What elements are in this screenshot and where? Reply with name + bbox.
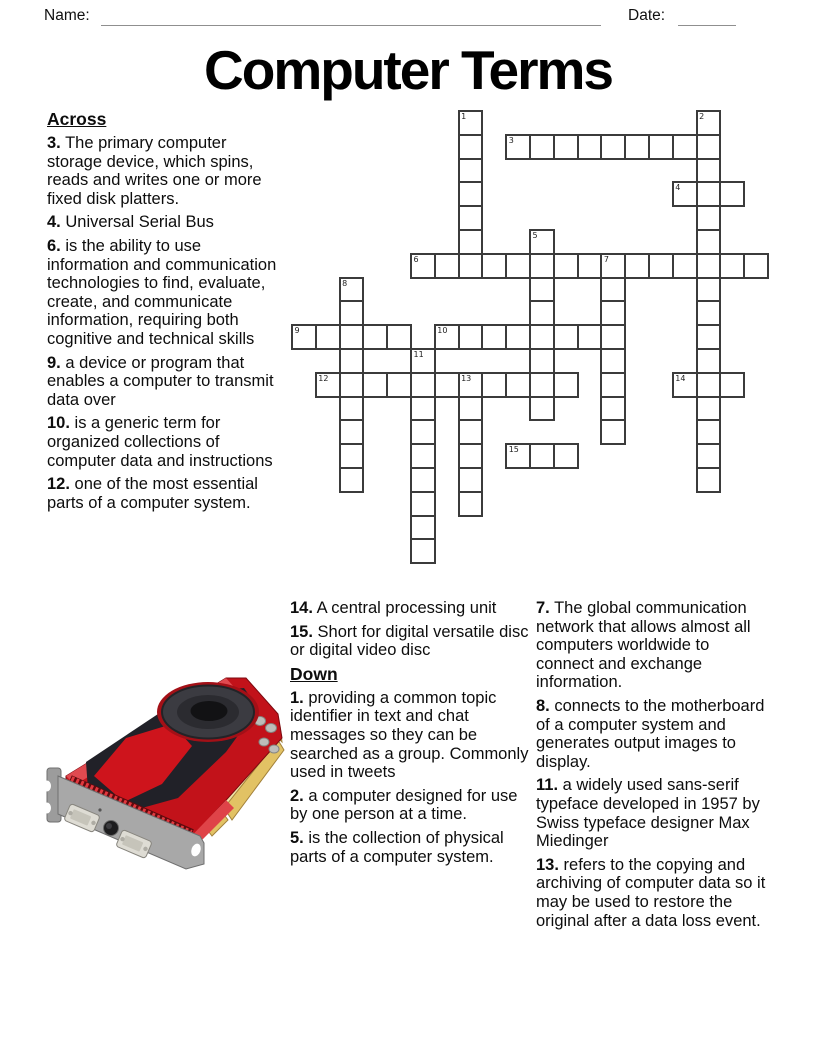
grid-cell (529, 443, 555, 469)
grid-cell (600, 277, 626, 303)
grid-cell (458, 467, 484, 493)
clue-text: providing a common topic identifier in text and chat messages so they can be searched as a group. Commonly used in tweets (290, 688, 529, 782)
grid-cell (410, 396, 436, 422)
grid-cell (386, 372, 412, 398)
grid-cell (458, 205, 484, 231)
grid-cell (410, 515, 436, 541)
grid-cell (339, 467, 365, 493)
clue-item (290, 829, 534, 866)
grid-cell (553, 372, 579, 398)
grid-number: 8 (342, 278, 348, 288)
clue-item (47, 134, 286, 208)
grid-cell (458, 443, 484, 469)
grid-cell (719, 253, 745, 279)
clue-number: 6. (47, 236, 61, 255)
clue-number: 8. (536, 696, 550, 715)
gpu-fan-icon (157, 682, 259, 742)
grid-cell (362, 324, 388, 350)
grid-cell (339, 443, 365, 469)
grid-cell (600, 348, 626, 374)
grid-number: 2 (699, 112, 705, 121)
clue-number: 12. (47, 475, 70, 494)
clue-number: 9. (47, 353, 61, 372)
clue-number: 3. (47, 134, 61, 152)
clue-item (47, 475, 286, 512)
grid-cell (696, 205, 722, 231)
grid-cell (696, 372, 722, 398)
grid-cell (600, 372, 626, 398)
grid-cell (315, 324, 341, 350)
right-clue-column (536, 599, 770, 935)
across-heading: Across (47, 109, 107, 129)
clue-text: A central processing unit (316, 599, 497, 617)
grid-cell (529, 324, 555, 350)
grid-number: 15 (508, 445, 519, 455)
clue-text: is the collection of physical parts of a computer system. (290, 828, 504, 866)
grid-cell (505, 324, 531, 350)
clue-item (290, 623, 534, 660)
grid-cell (339, 419, 365, 445)
grid-cell (458, 134, 484, 160)
grid-cell (339, 300, 365, 326)
grid-number: 13 (461, 373, 472, 383)
clue-text: connects to the motherboard of a computer system and generates output images to display. (536, 696, 765, 771)
clue-item (290, 689, 534, 782)
grid-cell (458, 396, 484, 422)
grid-cell (410, 443, 436, 469)
clue-item (47, 213, 286, 232)
grid-cell (458, 324, 484, 350)
grid-cell (696, 396, 722, 422)
clue-number: 1. (290, 688, 304, 707)
name-line (101, 25, 601, 26)
grid-cell (362, 372, 388, 398)
grid-cell (458, 419, 484, 445)
grid-cell (648, 134, 674, 160)
grid-cell (529, 277, 555, 303)
grid-cell (696, 324, 722, 350)
clue-item (47, 354, 286, 410)
grid-cell (553, 134, 579, 160)
grid-cell (410, 491, 436, 517)
grid-cell (339, 396, 365, 422)
grid-cell (600, 419, 626, 445)
grid-cell (577, 134, 603, 160)
grid-cell (434, 372, 460, 398)
grid-cell (696, 277, 722, 303)
grid-cell (481, 324, 507, 350)
grid-cell (719, 372, 745, 398)
grid-cell (696, 158, 722, 184)
grid-number: 5 (532, 231, 538, 240)
clue-item (536, 599, 770, 692)
grid-cell (386, 324, 412, 350)
grid-cell (458, 181, 484, 207)
grid-number: 4 (675, 183, 681, 193)
grid-number: 14 (675, 373, 686, 383)
grid-cell (458, 158, 484, 184)
clue-number: 11. (536, 776, 559, 795)
clue-item (536, 776, 770, 850)
name-label: Name: (44, 7, 90, 24)
grid-cell (696, 419, 722, 445)
clue-number: 15. (290, 622, 313, 641)
grid-cell (410, 419, 436, 445)
grid-number: 7 (603, 254, 609, 264)
clue-item (47, 237, 286, 349)
grid-cell (743, 253, 769, 279)
grid-number: 11 (413, 350, 424, 359)
grid-cell (339, 372, 365, 398)
grid-cell (577, 253, 603, 279)
grid-cell (696, 467, 722, 493)
grid-cell (719, 181, 745, 207)
grid-cell (410, 372, 436, 398)
grid-cell (696, 181, 722, 207)
grid-cell (648, 253, 674, 279)
grid-cell (696, 300, 722, 326)
clue-item (47, 414, 286, 470)
clue-item (536, 856, 770, 930)
grid-cell (696, 134, 722, 160)
date-line (678, 25, 736, 26)
grid-number: 12 (318, 373, 329, 383)
grid-number: 6 (413, 254, 419, 264)
clue-number: 14. (290, 599, 313, 617)
grid-cell (696, 443, 722, 469)
grid-cell (410, 538, 436, 564)
clue-text: is the ability to use information and communication technologies to find, evaluate, create, and communicate information, requiring both cognitive and technical skills (47, 236, 277, 348)
clue-text: Universal Serial Bus (65, 213, 214, 232)
clue-text: The primary computer storage device, which spins, reads and writes one or more fixed disk platters. (47, 134, 262, 208)
grid-cell (529, 348, 555, 374)
grid-cell (529, 396, 555, 422)
grid-cell (505, 372, 531, 398)
grid-cell (481, 372, 507, 398)
clue-number: 7. (536, 599, 550, 617)
clue-text: a widely used sans-serif typeface developed in 1957 by Swiss typeface designer Max Miedinger (536, 776, 760, 851)
clue-text: Short for digital versatile disc or digital video disc (290, 622, 529, 660)
grid-cell (553, 443, 579, 469)
clue-text: is a generic term for organized collections of computer data and instructions (47, 414, 273, 470)
clue-number: 5. (290, 828, 304, 847)
grid-cell (529, 253, 555, 279)
clue-text: a device or program that enables a computer to transmit data over (47, 353, 274, 409)
grid-cell (529, 300, 555, 326)
down-heading: Down (290, 663, 338, 684)
clue-item (290, 787, 534, 824)
grid-cell (600, 300, 626, 326)
grid-cell (410, 467, 436, 493)
grid-cell (458, 491, 484, 517)
grid-number: 10 (437, 326, 448, 336)
grid-cell (696, 348, 722, 374)
graphics-card-illustration (30, 650, 290, 890)
grid-cell (458, 229, 484, 255)
clue-text: refers to the copying and archiving of computer data so it may be used to restore the original after a data loss event. (536, 855, 766, 930)
date-label: Date: (628, 7, 666, 24)
page-title: Computer Terms (204, 39, 612, 101)
grid-cell (600, 134, 626, 160)
grid-cell (339, 324, 365, 350)
clue-item (536, 697, 770, 771)
clue-text: a computer designed for use by one person at a time. (290, 786, 518, 824)
clue-number: 2. (290, 786, 304, 805)
clue-text: one of the most essential parts of a computer system. (47, 475, 258, 512)
grid-cell (553, 253, 579, 279)
grid-cell (624, 134, 650, 160)
grid-cell (339, 348, 365, 374)
grid-cell (600, 396, 626, 422)
grid-cell (481, 253, 507, 279)
grid-cell (696, 229, 722, 255)
grid-cell (600, 324, 626, 350)
middle-clue-column (290, 599, 534, 871)
clue-number: 4. (47, 213, 61, 232)
grid-number: 9 (294, 326, 300, 336)
grid-cell (458, 253, 484, 279)
grid-cell (553, 324, 579, 350)
clue-text: The global communication network that allows almost all computers worldwide to connect and exchange information. (536, 599, 751, 692)
grid-cell (529, 134, 555, 160)
grid-cell (696, 253, 722, 279)
grid-cell (505, 253, 531, 279)
grid-cell (624, 253, 650, 279)
grid-number: 3 (508, 135, 514, 145)
grid-number: 1 (461, 112, 467, 121)
grid-cell (672, 253, 698, 279)
grid-cell (577, 324, 603, 350)
clue-number: 10. (47, 414, 70, 433)
grid-cell (672, 134, 698, 160)
clue-item (290, 599, 534, 618)
grid-cell (434, 253, 460, 279)
grid-cell (529, 372, 555, 398)
clue-number: 13. (536, 855, 559, 874)
across-clue-column (47, 110, 286, 517)
